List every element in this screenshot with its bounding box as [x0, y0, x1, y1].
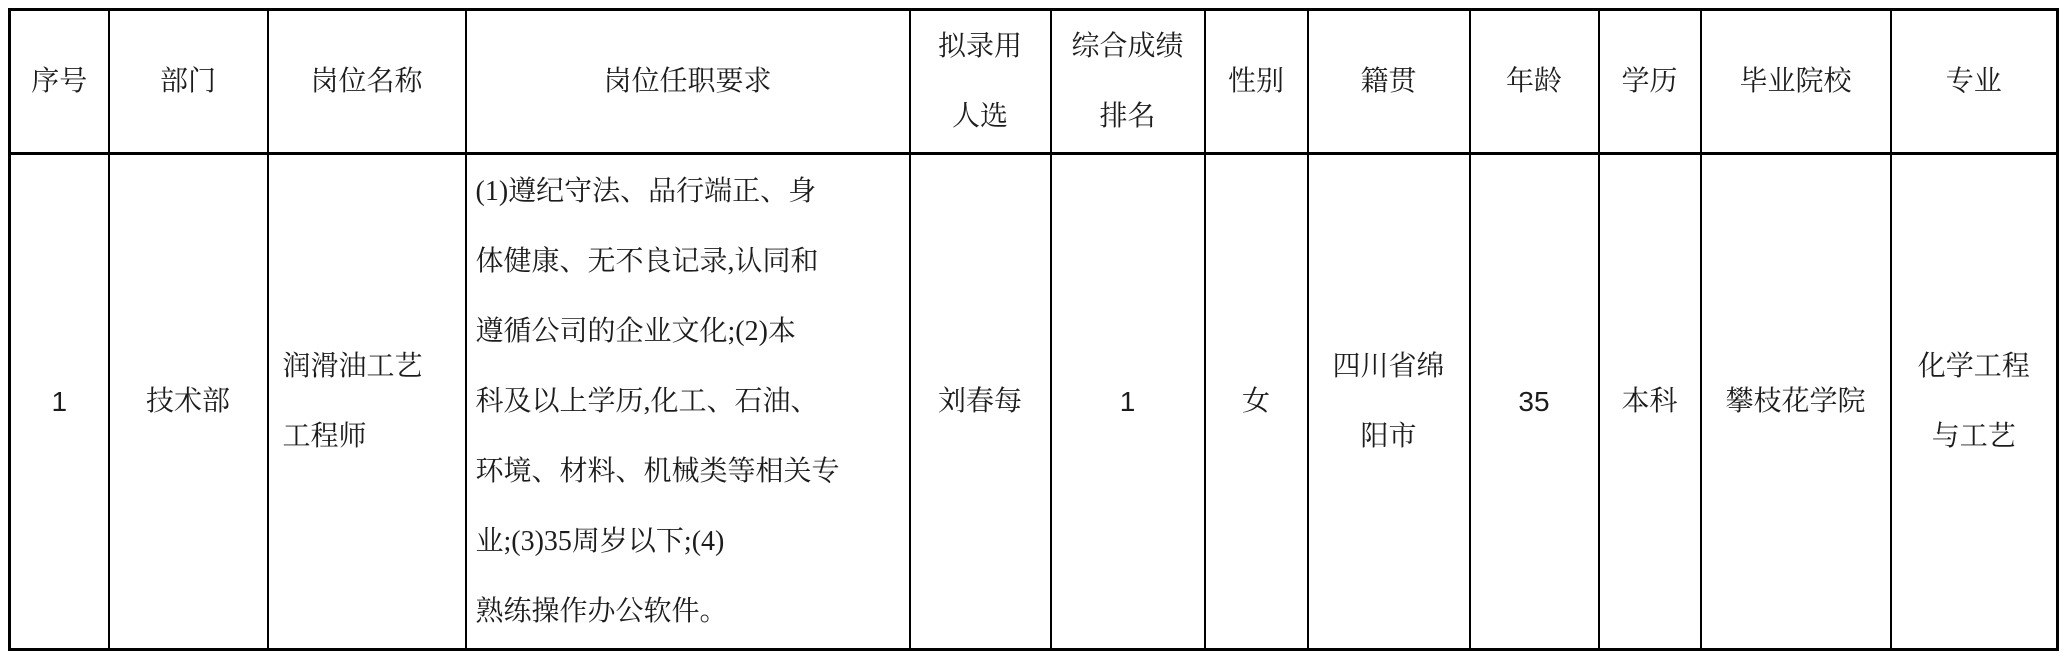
- origin-line2: 阳市: [1360, 420, 1417, 452]
- header-cell-index: 序号: [10, 10, 109, 154]
- header-rank-line1: 综合成绩: [1071, 30, 1184, 62]
- header-cell-origin: 籍贯: [1308, 10, 1470, 154]
- header-candidate-line2: 人选: [951, 100, 1008, 132]
- header-cell-position: 岗位名称: [268, 10, 466, 154]
- position-line1: 润滑油工艺: [282, 350, 423, 382]
- cell-rank: 1: [1051, 154, 1205, 650]
- header-cell-department: 部门: [109, 10, 268, 154]
- header-cell-major: 专业: [1891, 10, 2058, 154]
- requirements-line7: 熟练操作办公软件。: [475, 595, 728, 627]
- requirements-line3: 遵循公司的企业文化;(2)本: [475, 315, 796, 347]
- header-cell-age: 年龄: [1470, 10, 1599, 154]
- header-cell-school: 毕业院校: [1701, 10, 1891, 154]
- requirements-line5: 环境、材料、机械类等相关专: [475, 455, 840, 487]
- position-line2: 工程师: [282, 420, 367, 452]
- header-candidate-line1: 拟录用: [937, 30, 1022, 62]
- major-line1: 化学工程: [1917, 350, 2030, 382]
- cell-education: 本科: [1599, 154, 1701, 650]
- recruitment-result-table: [8, 8, 2059, 651]
- requirements-line4: 科及以上学历,化工、石油、: [475, 385, 819, 417]
- header-cell-education: 学历: [1599, 10, 1701, 154]
- cell-department: 技术部: [109, 154, 268, 650]
- cell-index: 1: [10, 154, 109, 650]
- header-cell-requirements: 岗位任职要求: [466, 10, 910, 154]
- header-cell-gender: 性别: [1205, 10, 1308, 154]
- origin-line1: 四川省绵: [1332, 350, 1445, 382]
- cell-school: 攀枝花学院: [1701, 154, 1891, 650]
- table-row: [10, 154, 2058, 650]
- cell-candidate: 刘春每: [910, 154, 1051, 650]
- requirements-line1: (1)遵纪守法、品行端正、身: [475, 175, 817, 207]
- major-line2: 与工艺: [1931, 420, 2016, 452]
- cell-requirements: [466, 154, 910, 650]
- header-cell-rank: [1051, 10, 1205, 154]
- document-page: [0, 8, 2064, 664]
- header-row: [10, 10, 2058, 154]
- header-rank-line2: 排名: [1099, 100, 1156, 132]
- cell-position: [268, 154, 466, 650]
- cell-age: 35: [1470, 154, 1599, 650]
- requirements-line2: 体健康、无不良记录,认同和: [475, 245, 819, 277]
- cell-origin: [1308, 154, 1470, 650]
- header-cell-candidate: [910, 10, 1051, 154]
- cell-gender: 女: [1205, 154, 1308, 650]
- requirements-line6: 业;(3)35周岁以下;(4): [475, 525, 725, 557]
- cell-major: [1891, 154, 2058, 650]
